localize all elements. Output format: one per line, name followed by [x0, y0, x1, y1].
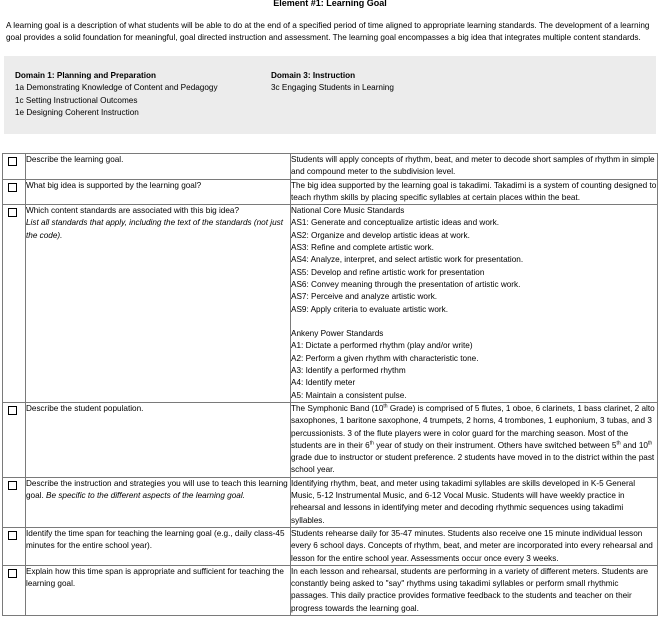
standard-item: AS5: Develop and refine artistic work for presentation: [291, 267, 485, 277]
question-cell: Which content standards are associated with this big idea? List all standards that apply, including the text of the standards (not just the code).: [26, 205, 291, 403]
domain1-item: 1c Setting Instructional Outcomes: [15, 95, 138, 105]
checkbox[interactable]: [8, 157, 17, 166]
question-cell: Describe the student population.: [26, 402, 291, 477]
answer-cell: Identifying rhythm, beat, and meter using takadimi syllables are skills developed in K-5 General Music, 5-12 Instrumental Music, and 6-12 Vocal Music. Students will have weekly practice in rehearsal and lessons in identifying meter and decoding rhythmic sequences using takadimi syllables.: [291, 477, 658, 527]
intro-paragraph: A learning goal is a description of what students will be able to do at the end of a specified period of time aligned to appropriate learning standards. The development of a learning goal provides a solid foundation for meaningful, goal directed instruction and assessment. The learning goal encompasses a big idea that integrates multiple content standards.: [6, 21, 650, 42]
checkbox[interactable]: [8, 481, 17, 490]
checkbox[interactable]: [8, 531, 17, 540]
table-row: [3, 527, 658, 565]
table-row: [3, 154, 658, 180]
table-row: [3, 565, 658, 615]
answer-cell: The Symphonic Band (10th Grade) is comprised of 5 flutes, 1 oboe, 6 clarinets, 1 bass clarinet, 2 alto saxophones, 1 baritone saxophone, 4 trumpets, 2 horns, 4 trombones, 1 euphonium, 3 tubas, and 3 percussionists. 3 of the flute players were in color guard for the marching season. Most of the students are in their 6th year of study on their instrument. Others have switched between 5th and 10th grade due to instructor or student preference. 2 students have moved in to the district within the past school year.: [291, 402, 658, 477]
question-cell: Explain how this time span is appropriate and sufficient for teaching the learning goal.: [26, 565, 291, 615]
question-cell: Identify the time span for teaching the learning goal (e.g., daily class-45 minutes for the entire school year).: [26, 527, 291, 565]
answer-cell: In each lesson and rehearsal, students are performing in a variety of different meters. Students are constantly being asked to "say" rhythms using takadimi syllables or perform small rhythmic passages. This daily practice provides formative feedback to the students and teacher on their progress towards the learning goal.: [291, 565, 658, 615]
question-cell: What big idea is supported by the learning goal?: [26, 179, 291, 205]
standard-item: AS1: Generate and conceptualize artistic ideas and work.: [291, 218, 499, 228]
domain3-item: 3c Engaging Students in Learning: [271, 83, 394, 93]
standard-item: AS6: Convey meaning through the presentation of artistic work.: [291, 279, 521, 289]
domain3-column: [271, 70, 656, 134]
table-row: [3, 205, 658, 403]
standard-item: A2: Perform a given rhythm with characteristic tone.: [291, 353, 479, 363]
domain1-column: [15, 70, 271, 134]
question-cell: Describe the learning goal.: [26, 154, 291, 180]
checkbox[interactable]: [8, 183, 17, 192]
domain1-item: 1a Demonstrating Knowledge of Content and Pedagogy: [15, 83, 218, 93]
standard-item: A4: Identify meter: [291, 378, 356, 388]
domain1-title: Domain 1: Planning and Preparation: [15, 71, 157, 80]
table-row: [3, 179, 658, 205]
standard-item: A5: Maintain a consistent pulse.: [291, 390, 407, 400]
standards-heading: Ankeny Power Standards: [291, 329, 384, 339]
standard-item: AS7: Perceive and analyze artistic work.: [291, 292, 438, 302]
learning-goal-table: [2, 153, 658, 616]
table-row: [3, 402, 658, 477]
domain-box: [4, 56, 656, 134]
checkbox[interactable]: [8, 208, 17, 217]
answer-cell: The big idea supported by the learning goal is takadimi. Takadimi is a system of counting designed to teach rhythm skills by placing specific syllables at certain places within the beat.: [291, 179, 658, 205]
answer-cell: [291, 205, 658, 403]
checkbox[interactable]: [8, 406, 17, 415]
standard-item: AS2: Organize and develop artistic ideas at work.: [291, 230, 470, 240]
answer-cell: Students rehearse daily for 35-47 minutes. Students also receive one 15 minute individual lesson every 6 school days. Concepts of rhythm, beat, and meter are incorporated into every rehearsal and lesson for the entire school year. Assessments occur once every 3 weeks.: [291, 527, 658, 565]
standard-item: A3: Identify a performed rhythm: [291, 366, 406, 376]
answer-cell: Students will apply concepts of rhythm, beat, and meter to decode short samples of rhythm in simple and compound meter to the subdivision level.: [291, 154, 658, 180]
standard-item: AS4: Analyze, interpret, and select artistic work for presentation.: [291, 255, 524, 265]
standard-item: A1: Dictate a performed rhythm (play and/or write): [291, 341, 473, 351]
domain1-item: 1e Designing Coherent Instruction: [15, 107, 139, 117]
standard-item: AS3: Refine and complete artistic work.: [291, 243, 434, 253]
question-cell: Describe the instruction and strategies you will use to teach this learning goal. Be specific to the different aspects of the learning goal.: [26, 477, 291, 527]
standards-heading: National Core Music Standards: [291, 206, 405, 216]
table-row: [3, 477, 658, 527]
domain3-title: Domain 3: Instruction: [271, 71, 356, 80]
standard-item: AS9: Apply criteria to evaluate artistic work.: [291, 304, 448, 314]
checkbox[interactable]: [8, 569, 17, 578]
page-title: Element #1: Learning Goal: [273, 0, 387, 8]
